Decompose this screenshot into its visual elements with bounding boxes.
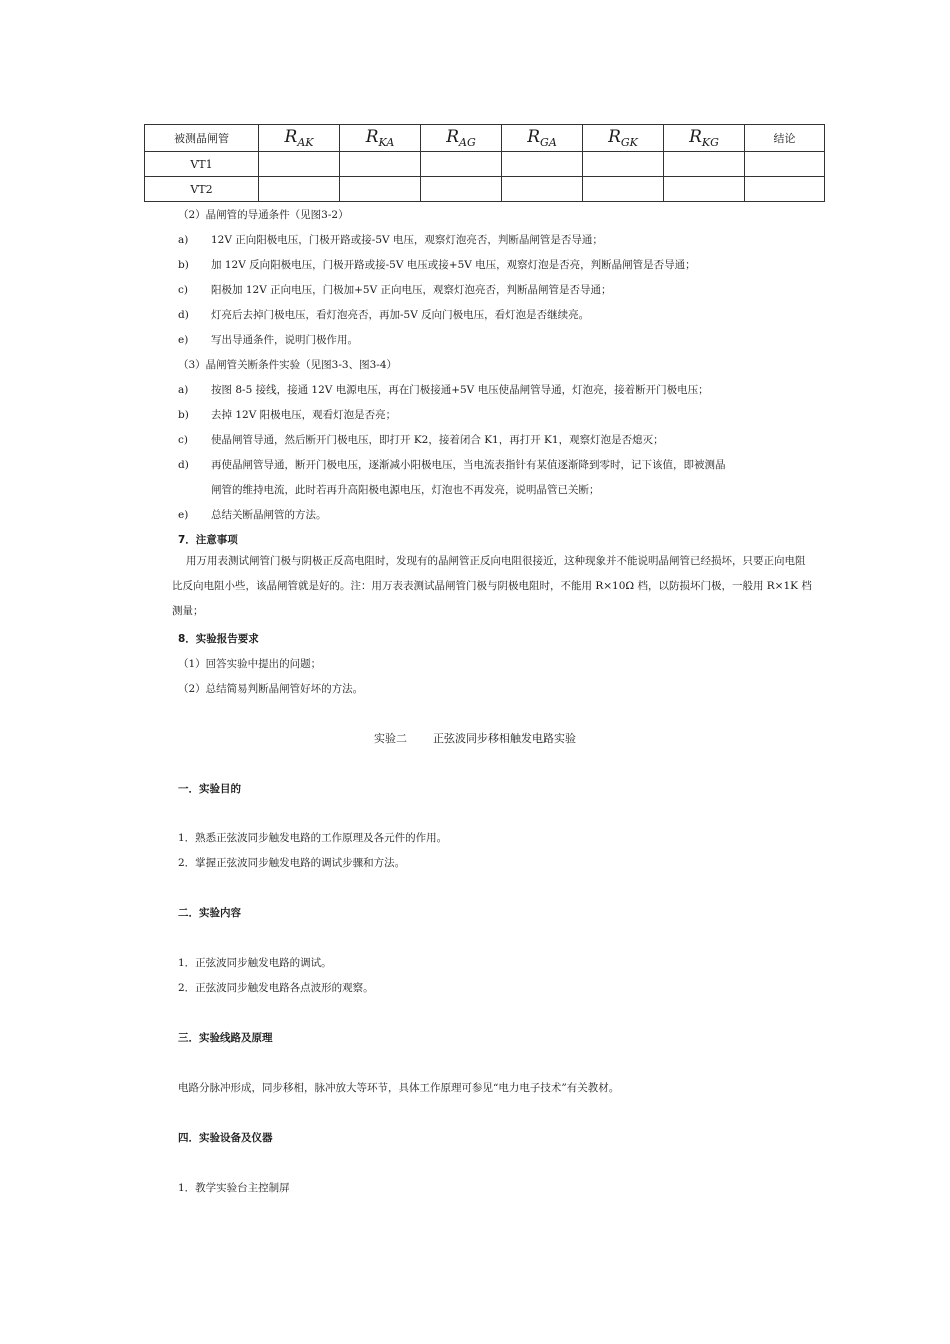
list-item: 1．正弦波同步触发电路的调试。 (178, 957, 332, 969)
list-marker: d) (178, 309, 189, 321)
list-marker: a) (178, 234, 189, 246)
list-item: 1．教学实验台主控制屏 (178, 1182, 290, 1194)
list-item: 再使晶闸管导通，断开门极电压，逐渐减小阳极电压，当电流表指针有某值逐渐降到零时，记下该值，即被测晶 (211, 459, 726, 471)
table-cell (259, 152, 340, 177)
list-marker: e) (178, 509, 189, 521)
list-item: 使晶闸管导通，然后断开门极电压，即打开 K2，接着闭合 K1，再打开 K1，观察灯泡是否熄灭； (211, 434, 664, 446)
exp2-section3-heading: 三．实验线路及原理 (178, 1032, 273, 1044)
row-label: VT2 (145, 177, 259, 202)
header-r-ag: $R_{AG}$ (421, 125, 502, 152)
report-item: （1）回答实验中提出的问题； (178, 658, 322, 670)
exp2-section4-heading: 四．实验设备及仪器 (178, 1132, 273, 1144)
table-cell (502, 152, 583, 177)
header-r-gk: $R_{GK}$ (583, 125, 664, 152)
table-row (145, 177, 825, 202)
list-item: 按图 8-5 接线，接通 12V 电源电压，再在门极接通+5V 电压使晶闸管导通，灯泡亮，接着断开门极电压； (211, 384, 709, 396)
table-cell (745, 152, 825, 177)
exp2-section1-heading: 一．实验目的 (178, 783, 241, 795)
table-cell (583, 177, 664, 202)
report-heading: 8．实验报告要求 (178, 633, 259, 645)
list-marker: c) (178, 434, 188, 446)
list-item: 1．熟悉正弦波同步触发电路的工作原理及各元件的作用。 (178, 832, 448, 844)
row-label: VT1 (145, 152, 259, 177)
table-cell (664, 152, 745, 177)
exp2-section3-body: 电路分脉冲形成，同步移相，脉冲放大等环节，具体工作原理可参见“电力电子技术”有关教材。 (178, 1082, 620, 1094)
experiment2-name: 正弦波同步移相触发电路实验 (433, 732, 576, 745)
header-r-ga: $R_{GA}$ (502, 125, 583, 152)
list-item-continuation: 闸管的维持电流，此时若再升高阳极电源电压，灯泡也不再发亮，说明晶管已关断； (211, 484, 600, 496)
table-row (145, 152, 825, 177)
header-r-ka: $R_{KA}$ (340, 125, 421, 152)
list-item: 2．正弦波同步触发电路各点波形的观察。 (178, 982, 374, 994)
experiment2-title (0, 730, 950, 746)
notes-body: 用万用表测试闸管门极与阴极正反高电阻时，发现有的晶闸管正反向电阻很接近，这种现象并不能说明晶闸管已经损坏，只要正向电阻比反向电阻小些，该晶闸管就是好的。注：用万表表测试晶闸管门极与阴极电阻时，不能用 R×10Ω 档，以防损坏门极，一般用 R×1K 档测量； (172, 555, 812, 617)
list-item: 阳极加 12V 正向电压，门极加+5V 正向电压，观察灯泡亮否，判断晶闸管是否导通； (211, 284, 612, 296)
report-item: （2）总结简易判断晶闸管好坏的方法。 (178, 683, 364, 695)
table-cell (745, 177, 825, 202)
header-r-ak: $R_{AK}$ (259, 125, 340, 152)
list-item: 去掉 12V 阳极电压，观看灯泡是否亮； (211, 409, 397, 421)
list-item: 写出导通条件，说明门极作用。 (211, 334, 358, 346)
header-r-kg: $R_{KG}$ (664, 125, 745, 152)
header-device: 被测晶闸管 (145, 125, 259, 152)
section3-heading: （3）晶闸管关断条件实验（见图3-3、图3-4） (178, 359, 397, 371)
list-marker: b) (178, 259, 189, 271)
list-item: 加 12V 反向阳极电压，门极开路或接-5V 电压或接+5V 电压，观察灯泡是否亮，判断晶闸管是否导通； (211, 259, 696, 271)
table-cell (421, 152, 502, 177)
notes-heading: 7．注意事项 (178, 534, 238, 546)
table-header-row (145, 125, 825, 152)
list-marker: d) (178, 459, 189, 471)
table-cell (421, 177, 502, 202)
table-cell (340, 152, 421, 177)
table-cell (664, 177, 745, 202)
exp2-section2-heading: 二．实验内容 (178, 907, 241, 919)
measurement-table (144, 124, 825, 202)
table-cell (259, 177, 340, 202)
list-marker: c) (178, 284, 188, 296)
list-item: 总结关断晶闸管的方法。 (211, 509, 327, 521)
list-item: 灯亮后去掉门极电压，看灯泡亮否，再加-5V 反向门极电压，看灯泡是否继续亮。 (211, 309, 590, 321)
table-cell (340, 177, 421, 202)
list-marker: b) (178, 409, 189, 421)
list-marker: e) (178, 334, 189, 346)
experiment2-number: 实验二 (374, 732, 407, 745)
list-item: 12V 正向阳极电压，门极开路或接-5V 电压，观察灯泡亮否，判断晶闸管是否导通； (211, 234, 603, 246)
list-item: 2．掌握正弦波同步触发电路的调试步骤和方法。 (178, 857, 406, 869)
section2-heading: （2）晶闸管的导通条件（见图3-2） (178, 209, 349, 221)
table-cell (502, 177, 583, 202)
table-cell (583, 152, 664, 177)
header-conclusion: 结论 (745, 125, 825, 152)
list-marker: a) (178, 384, 189, 396)
